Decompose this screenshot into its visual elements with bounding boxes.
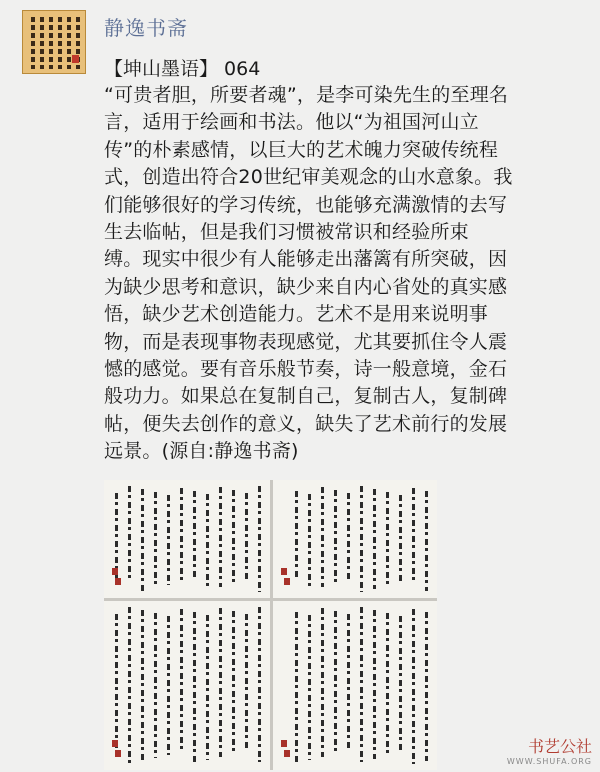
avatar-stroke — [49, 17, 53, 69]
calligraphy-stroke — [373, 489, 376, 589]
calligraphy-stroke — [425, 612, 428, 761]
calligraphy-stroke — [386, 613, 389, 756]
calligraphy-stroke — [373, 610, 376, 759]
calligraphy-sheet-top-left — [104, 480, 270, 598]
post-title: 【坤山墨语】 064 — [104, 58, 261, 80]
calligraphy-stroke — [386, 492, 389, 586]
seal-stamp — [281, 740, 287, 747]
calligraphy-stroke — [412, 488, 415, 580]
calligraphy-stroke — [295, 612, 298, 763]
calligraphy-stroke — [141, 610, 144, 761]
seal-stamp — [115, 578, 121, 585]
calligraphy-sheet-bottom-right — [273, 601, 437, 770]
calligraphy-stroke — [334, 490, 337, 584]
calligraphy-stroke — [232, 490, 235, 584]
post-body-line: 式，创造出符合20世纪审美观念的山水意象。我 — [104, 166, 513, 189]
seal-stamp — [284, 578, 290, 585]
calligraphy-avatar-icon[interactable] — [22, 10, 86, 74]
calligraphy-sheet-bottom-left — [104, 601, 270, 770]
post-body-line: 憾的感觉。要有音乐般节奏，诗一般意境，金石 — [104, 357, 508, 380]
calligraphy-stroke — [360, 607, 363, 762]
seal-stamp — [284, 750, 290, 757]
calligraphy-stroke — [128, 486, 131, 580]
calligraphy-stroke — [308, 494, 311, 590]
calligraphy-stroke — [334, 611, 337, 754]
calligraphy-stroke — [193, 491, 196, 579]
avatar-seal — [72, 55, 79, 63]
seal-stamp — [115, 750, 121, 757]
avatar-stroke — [67, 17, 71, 69]
calligraphy-stroke — [128, 607, 131, 764]
calligraphy-stroke — [347, 614, 350, 751]
calligraphy-stroke — [180, 488, 183, 582]
calligraphy-stroke — [115, 614, 118, 753]
calligraphy-stroke — [425, 491, 428, 591]
calligraphy-stroke — [206, 615, 209, 760]
calligraphy-stroke — [321, 608, 324, 757]
calligraphy-stroke — [245, 493, 248, 581]
calligraphy-stroke — [219, 608, 222, 757]
calligraphy-stroke — [258, 486, 261, 592]
calligraphy-stroke — [399, 616, 402, 753]
post-body-line: “可贵者胆，所要者魂”，是李可染先生的至理名 — [104, 84, 509, 106]
calligraphy-stroke — [193, 612, 196, 763]
calligraphy-stroke — [258, 607, 261, 762]
avatar-stroke — [31, 17, 35, 69]
post-body-line: 悟，缺少艺术创造能力。艺术不是用来说明事 — [104, 303, 489, 326]
site-watermark — [507, 734, 592, 766]
post-body-line: 生去临帖，但是我们习惯被常识和经验所束 — [104, 220, 469, 243]
calligraphy-stroke — [399, 495, 402, 583]
post-body-line: 们能够很好的学习传统，也能够充满激情的去写 — [104, 193, 508, 216]
calligraphy-stroke — [154, 492, 157, 588]
calligraphy-stroke — [295, 491, 298, 579]
post-body-line: 物，而是表现事物表现感觉，尤其要抓住令人震 — [104, 330, 508, 353]
post-body — [104, 82, 584, 465]
calligraphy-stroke — [412, 609, 415, 764]
calligraphy-stroke — [232, 611, 235, 754]
post-body-line: 传”的朴素感情，以巨大的艺术魄力突破传统程 — [104, 138, 499, 161]
watermark-logo: 书艺公社 — [527, 737, 592, 756]
calligraphy-stroke — [308, 615, 311, 760]
calligraphy-stroke — [206, 494, 209, 590]
seal-stamp — [281, 568, 287, 575]
watermark-url: WWW.SHUFA.ORG — [506, 757, 592, 766]
post-body-line: 言，适用于绘画和书法。他以“为祖国河山立 — [104, 111, 479, 134]
post-body-line: 为缺少思考和意识，缺少来自内心省处的真实感 — [104, 275, 508, 298]
seal-stamp — [112, 740, 118, 747]
post-body-line: 远景。(源自:静逸书斋) — [104, 440, 299, 463]
seal-stamp — [112, 568, 118, 575]
calligraphy-stroke — [167, 616, 170, 755]
calligraphy-stroke — [180, 609, 183, 752]
photo-divider — [270, 480, 273, 770]
calligraphy-stroke — [219, 487, 222, 587]
photo-divider — [104, 598, 437, 601]
avatar-stroke — [58, 17, 62, 69]
calligraphy-photo[interactable] — [104, 480, 437, 770]
avatar-stroke — [40, 17, 44, 69]
calligraphy-stroke — [347, 493, 350, 581]
post-body-line: 帖，便失去创作的意义，缺失了艺术前行的发展 — [104, 412, 508, 435]
author-name[interactable]: 静逸书斋 — [104, 16, 188, 40]
calligraphy-sheet-top-right — [273, 480, 437, 598]
calligraphy-stroke — [154, 613, 157, 758]
post-body-line: 缚。现实中很少有人能够走出藩篱有所突破，因 — [104, 248, 508, 271]
post-body-line: 般功力。如果总在复制自己，复制古人，复制碑 — [104, 385, 508, 408]
calligraphy-stroke — [321, 487, 324, 587]
calligraphy-stroke — [360, 486, 363, 592]
calligraphy-stroke — [245, 614, 248, 751]
calligraphy-stroke — [167, 495, 170, 585]
calligraphy-stroke — [141, 489, 144, 591]
